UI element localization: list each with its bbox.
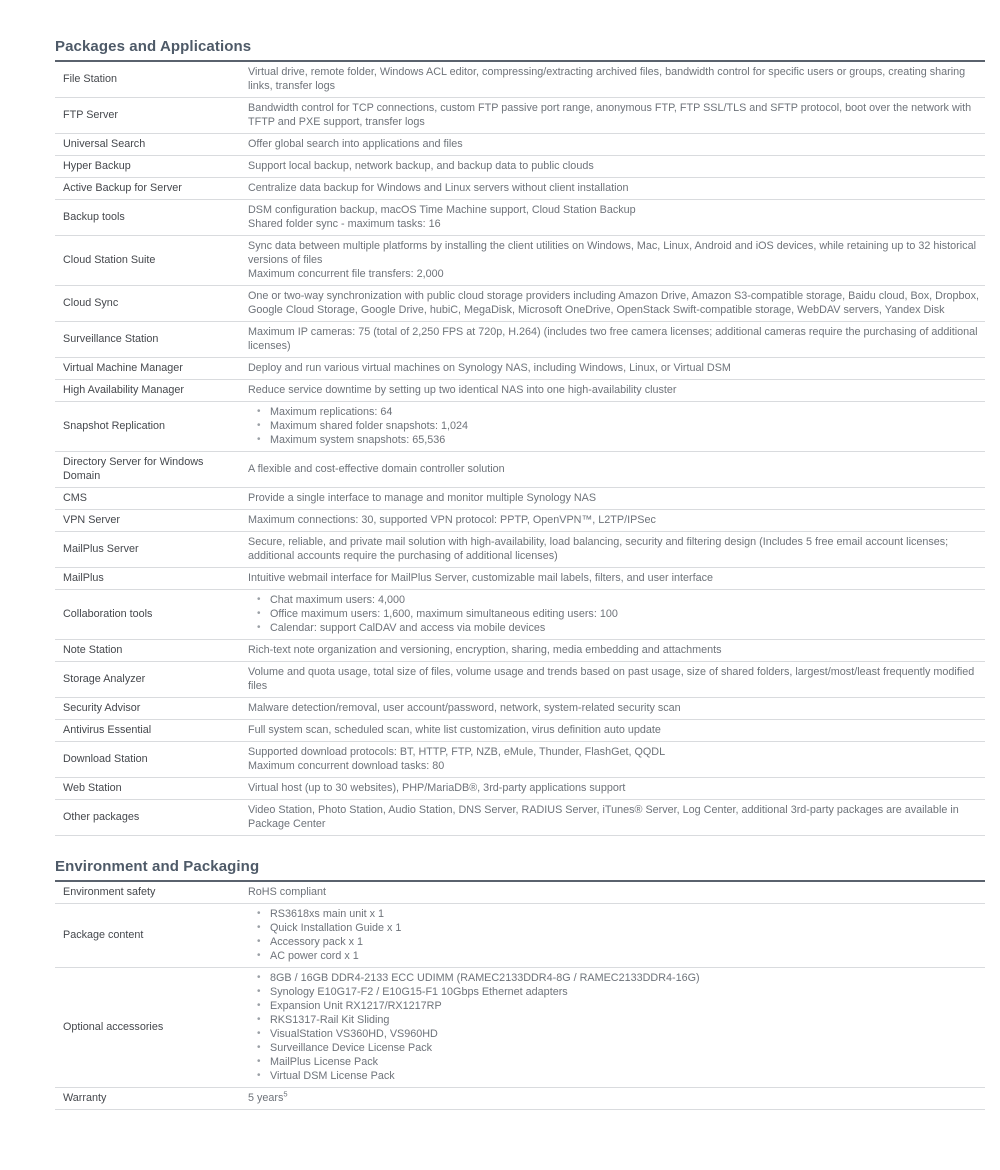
- spec-value: [248, 65, 985, 93]
- spec-paragraph: Maximum concurrent download tasks: 80: [248, 760, 445, 772]
- spec-label: Warranty: [63, 1092, 107, 1104]
- spec-row: [55, 236, 985, 286]
- spec-bullet-item: • Surveillance Device License Pack: [257, 1041, 979, 1055]
- spec-paragraph: Virtual drive, remote folder, Windows ACL editor, compressing/extracting archived files, bandwidth control for specific users or groups, creating sharing links, transfer logs: [248, 66, 966, 92]
- spec-bullet-list: [248, 907, 979, 963]
- spec-row: [55, 200, 985, 236]
- spec-row: [55, 134, 985, 156]
- spec-bullet-item: • RKS1317-Rail Kit Sliding: [257, 1013, 979, 1027]
- spec-value: [248, 159, 985, 173]
- spec-row: [55, 178, 985, 200]
- spec-row: [55, 358, 985, 380]
- spec-label: Universal Search: [63, 138, 146, 150]
- spec-row: [55, 568, 985, 590]
- spec-paragraph: Full system scan, scheduled scan, white list customization, virus definition auto update: [248, 724, 661, 736]
- spec-label: Directory Server for Windows Domain: [63, 456, 204, 482]
- spec-section: [55, 858, 985, 1110]
- spec-label: File Station: [63, 73, 118, 85]
- section-title: Packages and Applications: [55, 38, 252, 55]
- spec-bullet-item: • Accessory pack x 1: [257, 935, 979, 949]
- spec-paragraph: Volume and quota usage, total size of files, volume usage and trends based on past usage, size of shared folders, largest/most/least frequently modified files: [248, 666, 975, 692]
- spec-paragraph: Reduce service downtime by setting up two identical NAS into one high-availability cluster: [248, 384, 677, 396]
- spec-value: [248, 101, 985, 129]
- spec-value: [248, 885, 985, 899]
- spec-bullet-list: [248, 593, 979, 635]
- section-gap: [55, 846, 985, 858]
- spec-value: [248, 137, 985, 151]
- spec-row: [55, 1088, 985, 1110]
- spec-bullet-item: • 8GB / 16GB DDR4-2133 ECC UDIMM (RAMEC2133DDR4-8G / RAMEC2133DDR4-16G): [257, 971, 979, 985]
- spec-value: [248, 781, 985, 795]
- spec-paragraph: RoHS compliant: [248, 886, 327, 898]
- spec-paragraph: Video Station, Photo Station, Audio Station, DNS Server, RADIUS Server, iTunes® Server, Log Center, additional 3rd-party packages are available in Package Center: [248, 804, 959, 830]
- spec-table: [55, 882, 985, 1110]
- spec-value: [248, 491, 985, 505]
- spec-paragraph: Intuitive webmail interface for MailPlus Server, customizable mail labels, filters, and user interface: [248, 572, 714, 584]
- spec-label: Antivirus Essential: [63, 724, 152, 736]
- spec-label: Package content: [63, 929, 144, 941]
- section-title: Environment and Packaging: [55, 858, 260, 875]
- spec-row: [55, 322, 985, 358]
- spec-paragraph: Bandwidth control for TCP connections, custom FTP passive port range, anonymous FTP, FTP SSL/TLS and SFTP protocol, boot over the network with TFTP and PXE support, transfer logs: [248, 102, 972, 128]
- spec-row: [55, 452, 985, 488]
- spec-label: FTP Server: [63, 109, 118, 121]
- spec-row: [55, 720, 985, 742]
- spec-bullet-item: • Maximum replications: 64: [257, 405, 979, 419]
- spec-bullet-item: • Chat maximum users: 4,000: [257, 593, 979, 607]
- spec-value: [248, 361, 985, 375]
- spec-paragraph: Supported download protocols: BT, HTTP, FTP, NZB, eMule, Thunder, FlashGet, QQDL: [248, 746, 666, 758]
- spec-bullet-item: • Synology E10G17-F2 / E10G15-F1 10Gbps Ethernet adapters: [257, 985, 979, 999]
- spec-row: [55, 510, 985, 532]
- footnote-superscript: 5: [283, 1089, 288, 1099]
- spec-bullet-item: • Maximum system snapshots: 65,536: [257, 433, 979, 447]
- spec-row: [55, 590, 985, 640]
- spec-row: [55, 380, 985, 402]
- spec-paragraph: Maximum concurrent file transfers: 2,000: [248, 268, 444, 280]
- spec-bullet-item: • VisualStation VS360HD, VS960HD: [257, 1027, 979, 1041]
- spec-paragraph: 5 years$^5$: [248, 1089, 288, 1104]
- spec-label: Collaboration tools: [63, 608, 153, 620]
- spec-value: [248, 203, 985, 231]
- spec-bullet-item: • Maximum shared folder snapshots: 1,024: [257, 419, 979, 433]
- spec-paragraph: Deploy and run various virtual machines on Synology NAS, including Windows, Linux, or Virtual DSM: [248, 362, 731, 374]
- spec-row: [55, 800, 985, 836]
- spec-value: [248, 593, 985, 635]
- spec-label: Virtual Machine Manager: [63, 362, 183, 374]
- spec-paragraph: Virtual host (up to 30 websites), PHP/MariaDB®, 3rd-party applications support: [248, 782, 626, 794]
- spec-value: [248, 907, 985, 963]
- spec-paragraph: A flexible and cost-effective domain controller solution: [248, 463, 505, 475]
- spec-value: [248, 665, 985, 693]
- spec-row: [55, 778, 985, 800]
- spec-label: Cloud Sync: [63, 297, 119, 309]
- spec-row: [55, 698, 985, 720]
- spec-value: [248, 462, 985, 476]
- spec-paragraph: Support local backup, network backup, and backup data to public clouds: [248, 160, 594, 172]
- spec-label: Hyper Backup: [63, 160, 131, 172]
- spec-row: [55, 532, 985, 568]
- spec-value: [248, 513, 985, 527]
- spec-row: [55, 904, 985, 968]
- spec-row: [55, 156, 985, 178]
- spec-paragraph: Centralize data backup for Windows and Linux servers without client installation: [248, 182, 629, 194]
- spec-label: Snapshot Replication: [63, 420, 166, 432]
- spec-label: VPN Server: [63, 514, 120, 526]
- spec-bullet-item: • RS3618xs main unit x 1: [257, 907, 979, 921]
- spec-row: [55, 62, 985, 98]
- spec-value: [248, 745, 985, 773]
- spec-value: [248, 239, 985, 281]
- spec-bullet-list: [248, 971, 979, 1083]
- spec-label: High Availability Manager: [63, 384, 185, 396]
- spec-value: [248, 971, 985, 1083]
- spec-label: Surveillance Station: [63, 333, 159, 345]
- spec-bullet-item: • Virtual DSM License Pack: [257, 1069, 979, 1083]
- spec-row: [55, 98, 985, 134]
- spec-value: [248, 289, 985, 317]
- spec-row: [55, 640, 985, 662]
- spec-bullet-item: • Calendar: support CalDAV and access via mobile devices: [257, 621, 979, 635]
- spec-value: [248, 383, 985, 397]
- spec-label: Other packages: [63, 811, 140, 823]
- spec-value: [248, 723, 985, 737]
- spec-value: [248, 325, 985, 353]
- spec-label: Optional accessories: [63, 1021, 164, 1033]
- spec-paragraph: Rich-text note organization and versioning, encryption, sharing, media embedding and attachments: [248, 644, 722, 656]
- spec-bullet-item: • MailPlus License Pack: [257, 1055, 979, 1069]
- spec-value: [248, 405, 985, 447]
- spec-row: [55, 286, 985, 322]
- spec-value: [248, 803, 985, 831]
- spec-paragraph: DSM configuration backup, macOS Time Machine support, Cloud Station Backup: [248, 204, 636, 216]
- spec-content: [55, 38, 985, 1110]
- spec-row: [55, 968, 985, 1088]
- spec-paragraph: Shared folder sync - maximum tasks: 16: [248, 218, 441, 230]
- spec-value: [248, 571, 985, 585]
- spec-label: Storage Analyzer: [63, 673, 146, 685]
- spec-label: Security Advisor: [63, 702, 141, 714]
- spec-label: MailPlus: [63, 572, 104, 584]
- spec-row: [55, 882, 985, 904]
- spec-value: [248, 701, 985, 715]
- spec-paragraph: Secure, reliable, and private mail solution with high-availability, load balancing, security and filtering design (Includes 5 free email account licenses; additional accounts require the purchasing of additional licenses): [248, 536, 949, 562]
- spec-value: [248, 535, 985, 563]
- spec-table: [55, 62, 985, 836]
- spec-bullet-item: • AC power cord x 1: [257, 949, 979, 963]
- spec-label: Note Station: [63, 644, 123, 656]
- spec-row: [55, 742, 985, 778]
- spec-label: Backup tools: [63, 211, 125, 223]
- spec-bullet-item: • Office maximum users: 1,600, maximum simultaneous editing users: 100: [257, 607, 979, 621]
- spec-value: [248, 1091, 985, 1105]
- spec-row: [55, 662, 985, 698]
- spec-label: CMS: [63, 492, 87, 504]
- spec-label: MailPlus Server: [63, 543, 139, 555]
- spec-bullet-item: • Quick Installation Guide x 1: [257, 921, 979, 935]
- spec-label: Cloud Station Suite: [63, 254, 156, 266]
- spec-paragraph: Offer global search into applications and files: [248, 138, 463, 150]
- spec-label: Download Station: [63, 753, 148, 765]
- spec-label: Active Backup for Server: [63, 182, 182, 194]
- spec-paragraph: Maximum IP cameras: 75 (total of 2,250 FPS at 720p, H.264) (includes two free camera licenses; additional cameras require the purchasing of additional licenses): [248, 326, 978, 352]
- spec-row: [55, 488, 985, 510]
- spec-value: [248, 643, 985, 657]
- spec-bullet-list: [248, 405, 979, 447]
- spec-paragraph: Maximum connections: 30, supported VPN protocol: PPTP, OpenVPN™, L2TP/IPSec: [248, 514, 656, 526]
- spec-paragraph: Sync data between multiple platforms by installing the client utilities on Windows, Mac, Linux, Android and iOS devices, while retaining up to 32 historical versions of files: [248, 240, 976, 266]
- spec-label: Web Station: [63, 782, 122, 794]
- spec-value: [248, 181, 985, 195]
- spec-section: [55, 38, 985, 836]
- spec-paragraph: Provide a single interface to manage and monitor multiple Synology NAS: [248, 492, 597, 504]
- spec-row: [55, 402, 985, 452]
- spec-label: Environment safety: [63, 886, 156, 898]
- spec-bullet-item: • Expansion Unit RX1217/RX1217RP: [257, 999, 979, 1013]
- spec-paragraph: One or two-way synchronization with public cloud storage providers including Amazon Drive, Amazon S3-compatible storage, Baidu cloud, Box, Dropbox, Google Cloud Storage, Google Drive, hubiC, MegaDisk, Microsoft OneDrive, OpenStack Swift-compatible storage, WebDAV servers, Yandex Disk: [248, 290, 979, 316]
- spec-paragraph: Malware detection/removal, user account/password, network, system-related security scan: [248, 702, 681, 714]
